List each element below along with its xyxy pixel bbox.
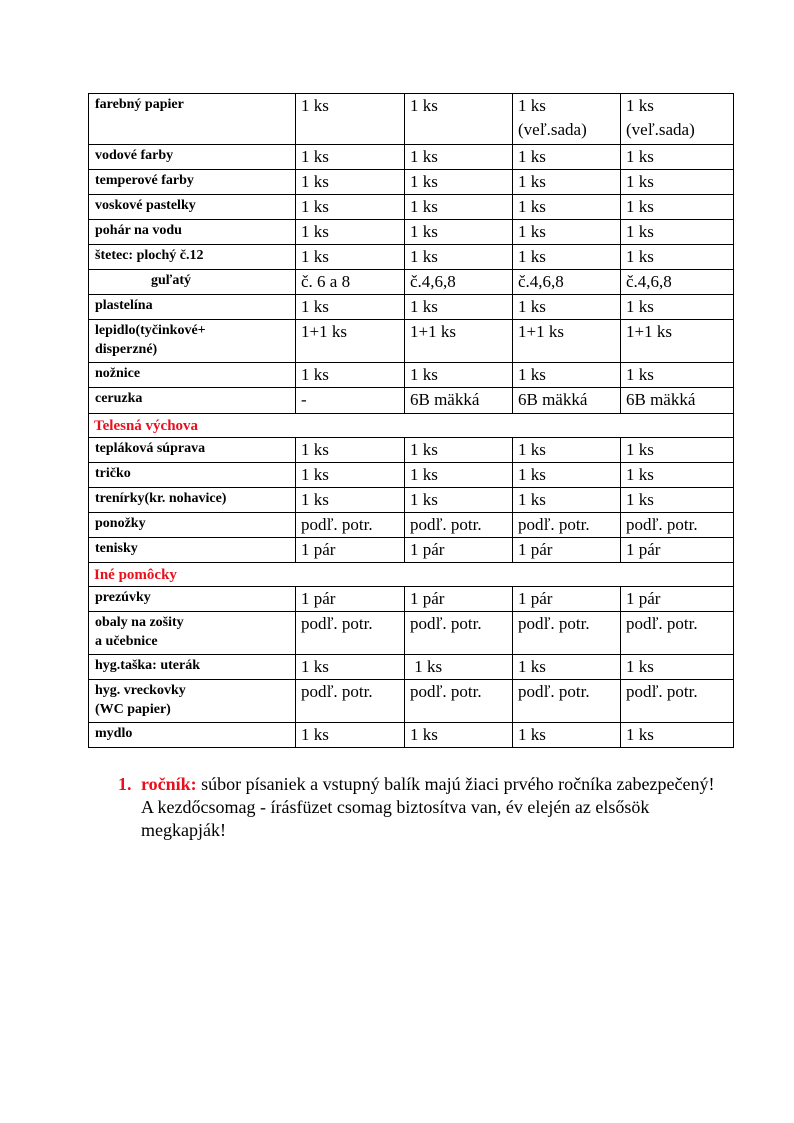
item-name: temperové farby [89,170,296,195]
grade-3-quantity: 1 pár [513,587,621,612]
grade-4-quantity: 1 ks [621,245,734,270]
grade-1-quantity: - [296,388,405,414]
table-row [89,170,734,195]
grade-2-quantity: 1 pár [405,587,513,612]
grade-4-quantity: 1 ks [621,145,734,170]
grade-1-quantity: 1 ks [296,245,405,270]
grade-4-quantity: 1 ks [621,723,734,748]
grade-3-quantity: 1 ks [513,195,621,220]
grade-3-quantity: 1 ks [513,245,621,270]
grade-4-quantity: 1 pár [621,538,734,563]
grade-3-quantity: 1 ks [513,463,621,488]
grade-2-quantity: podľ. potr. [405,680,513,723]
grade-4-quantity: podľ. potr. [621,612,734,655]
grade-1-quantity: 1 ks [296,655,405,680]
grade-4-quantity: 1 ks [621,438,734,463]
grade-3-quantity: 1 ks (veľ.sada) [513,94,621,145]
item-name: nožnice [89,363,296,388]
grade-2-quantity: 1 ks [405,655,513,680]
grade-1-quantity: 1 ks [296,220,405,245]
table-row [89,488,734,513]
note-body [141,773,718,842]
table-row [89,270,734,295]
table-row [89,195,734,220]
supply-table [88,93,734,748]
grade-3-quantity: 1 ks [513,488,621,513]
grade-3-quantity: 1 ks [513,438,621,463]
section-row [89,563,734,587]
table-row [89,723,734,748]
item-name: hyg. vreckovky (WC papier) [89,680,296,723]
grade-4-quantity: 1 ks [621,220,734,245]
grade-1-quantity: 1 ks [296,145,405,170]
section-heading: Telesná výchova [89,414,734,438]
grade-2-quantity: 1+1 ks [405,320,513,363]
grade-1-quantity: 1 pár [296,538,405,563]
grade-1-quantity: 1 ks [296,438,405,463]
grade-1-quantity: podľ. potr. [296,612,405,655]
item-name: farebný papier [89,94,296,145]
grade-4-quantity: 1 ks [621,655,734,680]
note-text: súbor písaniek a vstupný balík majú žiaci prvého ročníka zabezpečený! [196,774,715,794]
grade-1-quantity: 1 pár [296,587,405,612]
section-heading: Iné pomôcky [89,563,734,587]
table-row [89,680,734,723]
grade-2-quantity: 1 ks [405,145,513,170]
table-body [89,94,734,748]
grade-3-quantity: č.4,6,8 [513,270,621,295]
grade-4-quantity: 1 ks [621,170,734,195]
table-row [89,438,734,463]
grade-3-quantity: 1 ks [513,363,621,388]
grade-2-quantity: 1 pár [405,538,513,563]
item-name: mydlo [89,723,296,748]
grade-3-quantity: 1+1 ks [513,320,621,363]
grade-1-quantity: 1 ks [296,463,405,488]
grade-3-quantity: 6B mäkká [513,388,621,414]
grade-2-quantity: 1 ks [405,463,513,488]
grade-1-quantity: č. 6 a 8 [296,270,405,295]
item-name: trenírky(kr. nohavice) [89,488,296,513]
grade-1-quantity: 1 ks [296,170,405,195]
grade-2-quantity: č.4,6,8 [405,270,513,295]
grade-3-quantity: podľ. potr. [513,680,621,723]
table-row [89,388,734,414]
grade-4-quantity: 1 ks [621,488,734,513]
item-name: obaly na zošity a učebnice [89,612,296,655]
grade-3-quantity: 1 ks [513,295,621,320]
grade-1-quantity: 1 ks [296,363,405,388]
grade-1-quantity: 1 ks [296,295,405,320]
item-name: ponožky [89,513,296,538]
grade-3-quantity: podľ. potr. [513,612,621,655]
grade-2-quantity: 1 ks [405,363,513,388]
item-name: prezúvky [89,587,296,612]
grade-3-quantity: 1 ks [513,723,621,748]
table-row [89,145,734,170]
grade-3-quantity: 1 pár [513,538,621,563]
grade-1-quantity: 1 ks [296,488,405,513]
grade-4-quantity: č.4,6,8 [621,270,734,295]
note-number: 1. [118,774,132,794]
table-row [89,612,734,655]
grade-2-quantity: 1 ks [405,245,513,270]
grade-4-quantity: podľ. potr. [621,680,734,723]
grade-2-quantity: 1 ks [405,220,513,245]
grade-2-quantity: podľ. potr. [405,513,513,538]
grade-1-quantity: 1 ks [296,723,405,748]
grade-3-quantity: 1 ks [513,170,621,195]
grade-4-quantity: 6B mäkká [621,388,734,414]
item-name: plastelína [89,295,296,320]
grade-4-quantity: 1+1 ks [621,320,734,363]
table-row [89,245,734,270]
grade-2-quantity: 1 ks [405,195,513,220]
item-name: tričko [89,463,296,488]
item-name: guľatý [89,270,296,295]
grade-4-quantity: 1 pár [621,587,734,612]
item-name: hyg.taška: uterák [89,655,296,680]
table-row [89,295,734,320]
grade-1-quantity: podľ. potr. [296,680,405,723]
grade-3-quantity: 1 ks [513,145,621,170]
item-name: štetec: plochý č.12 [89,245,296,270]
item-name: lepidlo(tyčinkové+ disperzné) [89,320,296,363]
item-name: tenisky [89,538,296,563]
first-grade-note [118,773,718,842]
note-lead: ročník: [141,774,197,794]
grade-1-quantity: 1+1 ks [296,320,405,363]
grade-4-quantity: 1 ks (veľ.sada) [621,94,734,145]
grade-2-quantity: 6B mäkká [405,388,513,414]
grade-2-quantity: 1 ks [405,438,513,463]
grade-3-quantity: podľ. potr. [513,513,621,538]
section-row [89,414,734,438]
grade-4-quantity: 1 ks [621,195,734,220]
table-row [89,94,734,145]
grade-2-quantity: podľ. potr. [405,612,513,655]
item-name: tepláková súprava [89,438,296,463]
grade-2-quantity: 1 ks [405,295,513,320]
table-row [89,320,734,363]
grade-1-quantity: 1 ks [296,195,405,220]
table-row [89,587,734,612]
table-row [89,655,734,680]
grade-1-quantity: 1 ks [296,94,405,145]
grade-4-quantity: 1 ks [621,295,734,320]
grade-1-quantity: podľ. potr. [296,513,405,538]
item-name: ceruzka [89,388,296,414]
item-name: vodové farby [89,145,296,170]
grade-4-quantity: podľ. potr. [621,513,734,538]
grade-3-quantity: 1 ks [513,220,621,245]
grade-4-quantity: 1 ks [621,463,734,488]
grade-2-quantity: 1 ks [405,488,513,513]
note-text-hungarian: A kezdőcsomag - írásfüzet csomag biztosítva van, év elején az elsősök megkapják! [141,797,650,840]
table-row [89,363,734,388]
grade-3-quantity: 1 ks [513,655,621,680]
grade-2-quantity: 1 ks [405,94,513,145]
table-row [89,538,734,563]
item-name: voskové pastelky [89,195,296,220]
table-row [89,463,734,488]
grade-2-quantity: 1 ks [405,723,513,748]
item-name: pohár na vodu [89,220,296,245]
table-row [89,220,734,245]
grade-4-quantity: 1 ks [621,363,734,388]
grade-2-quantity: 1 ks [405,170,513,195]
table-row [89,513,734,538]
